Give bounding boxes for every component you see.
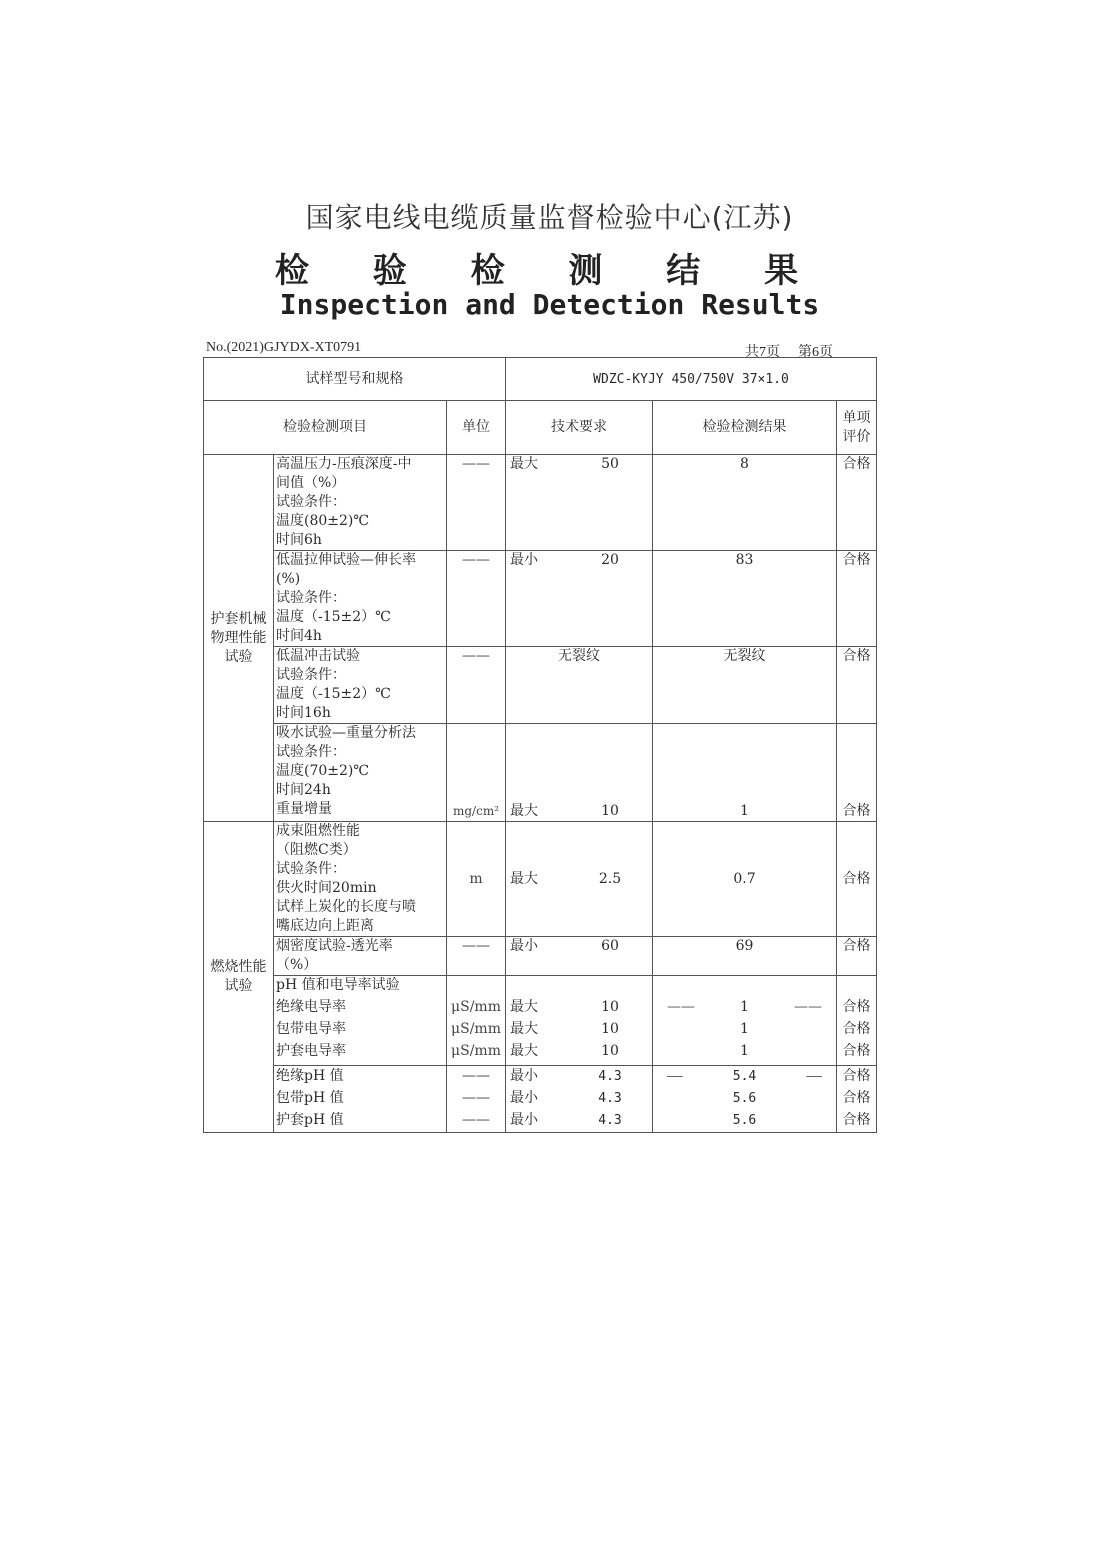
req-cell: 最大 10 xyxy=(506,724,653,822)
result-cell: 无裂纹 xyxy=(653,647,837,724)
result-cell: 8 xyxy=(653,455,837,551)
item-cell: 成束阻燃性能 （阻燃C类） 试验条件： 供火时间20min 试样上炭化的长度与喷 嘴底边向上距离 xyxy=(274,822,447,937)
unit-cell: —— xyxy=(447,647,506,724)
item-cell: 吸水试验—重量分析法 试验条件： 温度(70±2)℃ 时间24h 重量增量 xyxy=(274,724,447,822)
eval-cell: 合格 xyxy=(837,647,877,724)
req-cell: 最小 4.3 最小 4.3 最小 4.3 xyxy=(506,1066,653,1133)
org-title: 国家电线电缆质量监督检验中心(江苏) xyxy=(305,201,794,234)
unit-cell: —— xyxy=(447,937,506,976)
item-cell: 高温压力-压痕深度-中 间值（%） 试验条件： 温度(80±2)℃ 时间6h xyxy=(274,455,447,551)
table-row xyxy=(204,976,877,1066)
item-cell: 低温冲击试验 试验条件： 温度（-15±2）℃ 时间16h xyxy=(274,647,447,724)
eval-cell: 合格 xyxy=(837,822,877,937)
req-cell: 最大 50 xyxy=(506,455,653,551)
req-cell: 最大 2.5 xyxy=(506,822,653,937)
spec-label: 试样型号和规格 xyxy=(204,358,506,401)
col-eval-header: 单项 评价 xyxy=(837,401,877,455)
category-jacket: 护套机械 物理性能 试验 xyxy=(204,455,274,822)
result-cell: 1 xyxy=(653,724,837,822)
table-row xyxy=(204,724,877,822)
report-title-en: Inspection and Detection Results xyxy=(279,288,820,321)
unit-cell: m xyxy=(447,822,506,937)
col-result-header: 检验检测结果 xyxy=(653,401,837,455)
table-row xyxy=(204,1066,877,1133)
req-cell: 最小 20 xyxy=(506,551,653,647)
unit-cell: —— xyxy=(447,455,506,551)
col-req-header: 技术要求 xyxy=(506,401,653,455)
header-row xyxy=(204,401,877,455)
result-cell: 69 xyxy=(653,937,837,976)
document-number: No.(2021)GJYDX-XT0791 xyxy=(206,340,362,355)
item-cell: pH 值和电导率试验 绝缘电导率 包带电导率 护套电导率 xyxy=(274,976,447,1066)
total-pages: 共7页 xyxy=(745,345,780,360)
table-row xyxy=(204,455,877,551)
spec-value: WDZC-KYJY 450/750V 37×1.0 xyxy=(506,358,877,401)
current-page: 第6页 xyxy=(798,345,833,360)
unit-cell: mg/cm² xyxy=(447,724,506,822)
spec-row xyxy=(204,358,877,401)
item-cell: 烟密度试验-透光率 （%） xyxy=(274,937,447,976)
col-unit-header: 单位 xyxy=(447,401,506,455)
table-row xyxy=(204,822,877,937)
eval-cell: 合格 合格 合格 xyxy=(837,1066,877,1133)
result-cell: —— 5.4 —— 5.6 5.6 xyxy=(653,1066,837,1133)
item-cell: 绝缘pH 值 包带pH 值 护套pH 值 xyxy=(274,1066,447,1133)
eval-cell: 合格 xyxy=(837,551,877,647)
req-cell: 最小 60 xyxy=(506,937,653,976)
table-row xyxy=(204,647,877,724)
eval-cell: 合格 xyxy=(837,455,877,551)
result-cell: 0.7 xyxy=(653,822,837,937)
table-row xyxy=(204,551,877,647)
item-cell: 低温拉伸试验—伸长率 (%) 试验条件： 温度（-15±2）℃ 时间4h xyxy=(274,551,447,647)
report-title-zh: 检 验 检 测 结 果 xyxy=(274,251,825,291)
unit-cell: μS/mm μS/mm μS/mm xyxy=(447,976,506,1066)
table-row xyxy=(204,937,877,976)
result-cell: —— 1 —— 1 1 xyxy=(653,976,837,1066)
results-table xyxy=(203,357,877,1133)
eval-cell: 合格 xyxy=(837,937,877,976)
req-cell: 无裂纹 xyxy=(506,647,653,724)
col-item-header: 检验检测项目 xyxy=(204,401,447,455)
unit-cell: —— xyxy=(447,551,506,647)
eval-cell: 合格 xyxy=(837,724,877,822)
result-cell: 83 xyxy=(653,551,837,647)
category-burning: 燃烧性能 试验 xyxy=(204,822,274,1133)
req-cell: 最大 10 最大 10 最大 10 xyxy=(506,976,653,1066)
unit-cell: —— —— —— xyxy=(447,1066,506,1133)
eval-cell: 合格 合格 合格 xyxy=(837,976,877,1066)
